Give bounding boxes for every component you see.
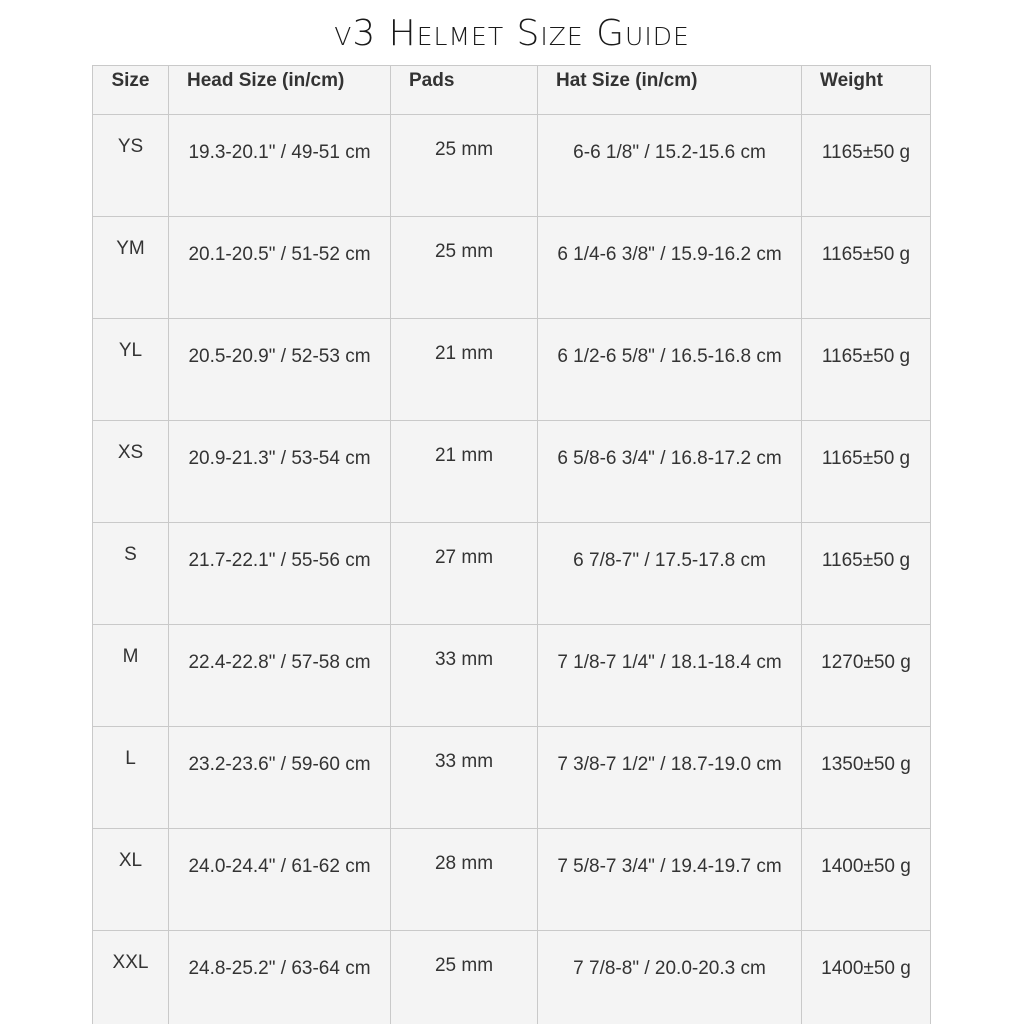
table-row <box>93 115 931 217</box>
cell-pads: 33 mm <box>391 727 538 829</box>
table-row <box>93 727 931 829</box>
cell-hat-size: 7 3/8-7 1/2" / 18.7-19.0 cm <box>538 727 802 829</box>
cell-weight: 1400±50 g <box>802 931 931 1024</box>
cell-hat-size: 6 1/4-6 3/8" / 15.9-16.2 cm <box>538 217 802 319</box>
cell-pads: 27 mm <box>391 523 538 625</box>
table-header-row <box>93 66 931 115</box>
cell-size: XL <box>93 829 169 931</box>
cell-pads: 21 mm <box>391 421 538 523</box>
cell-hat-size: 6 7/8-7" / 17.5-17.8 cm <box>538 523 802 625</box>
cell-weight: 1165±50 g <box>802 523 931 625</box>
cell-weight: 1400±50 g <box>802 829 931 931</box>
cell-size: M <box>93 625 169 727</box>
table-row <box>93 319 931 421</box>
cell-weight: 1165±50 g <box>802 319 931 421</box>
cell-weight: 1350±50 g <box>802 727 931 829</box>
cell-head-size: 22.4-22.8" / 57-58 cm <box>169 625 391 727</box>
size-guide-table <box>92 65 931 1024</box>
cell-size: YS <box>93 115 169 217</box>
table-row <box>93 421 931 523</box>
cell-pads: 25 mm <box>391 217 538 319</box>
cell-pads: 28 mm <box>391 829 538 931</box>
cell-pads: 33 mm <box>391 625 538 727</box>
page-title: v3 Helmet Size Guide <box>334 13 690 54</box>
table-row <box>93 523 931 625</box>
column-header-size: Size <box>93 66 169 115</box>
cell-hat-size: 6 1/2-6 5/8" / 16.5-16.8 cm <box>538 319 802 421</box>
cell-size: XXL <box>93 931 169 1024</box>
cell-size: YM <box>93 217 169 319</box>
cell-size: L <box>93 727 169 829</box>
cell-pads: 25 mm <box>391 115 538 217</box>
cell-pads: 25 mm <box>391 931 538 1024</box>
cell-weight: 1165±50 g <box>802 421 931 523</box>
table-row <box>93 829 931 931</box>
cell-hat-size: 7 7/8-8" / 20.0-20.3 cm <box>538 931 802 1024</box>
table-row <box>93 931 931 1024</box>
cell-head-size: 23.2-23.6" / 59-60 cm <box>169 727 391 829</box>
cell-hat-size: 6-6 1/8" / 15.2-15.6 cm <box>538 115 802 217</box>
cell-head-size: 20.1-20.5" / 51-52 cm <box>169 217 391 319</box>
cell-size: YL <box>93 319 169 421</box>
cell-head-size: 20.9-21.3" / 53-54 cm <box>169 421 391 523</box>
table-row <box>93 625 931 727</box>
cell-size: XS <box>93 421 169 523</box>
cell-size: S <box>93 523 169 625</box>
cell-weight: 1270±50 g <box>802 625 931 727</box>
cell-head-size: 21.7-22.1" / 55-56 cm <box>169 523 391 625</box>
cell-hat-size: 6 5/8-6 3/4" / 16.8-17.2 cm <box>538 421 802 523</box>
cell-head-size: 24.8-25.2" / 63-64 cm <box>169 931 391 1024</box>
column-header-head-size: Head Size (in/cm) <box>169 66 391 115</box>
cell-pads: 21 mm <box>391 319 538 421</box>
cell-head-size: 19.3-20.1" / 49-51 cm <box>169 115 391 217</box>
cell-weight: 1165±50 g <box>802 217 931 319</box>
cell-weight: 1165±50 g <box>802 115 931 217</box>
column-header-weight: Weight <box>802 66 931 115</box>
cell-head-size: 20.5-20.9" / 52-53 cm <box>169 319 391 421</box>
cell-hat-size: 7 5/8-7 3/4" / 19.4-19.7 cm <box>538 829 802 931</box>
cell-head-size: 24.0-24.4" / 61-62 cm <box>169 829 391 931</box>
column-header-pads: Pads <box>391 66 538 115</box>
table-row <box>93 217 931 319</box>
column-header-hat-size: Hat Size (in/cm) <box>538 66 802 115</box>
cell-hat-size: 7 1/8-7 1/4" / 18.1-18.4 cm <box>538 625 802 727</box>
